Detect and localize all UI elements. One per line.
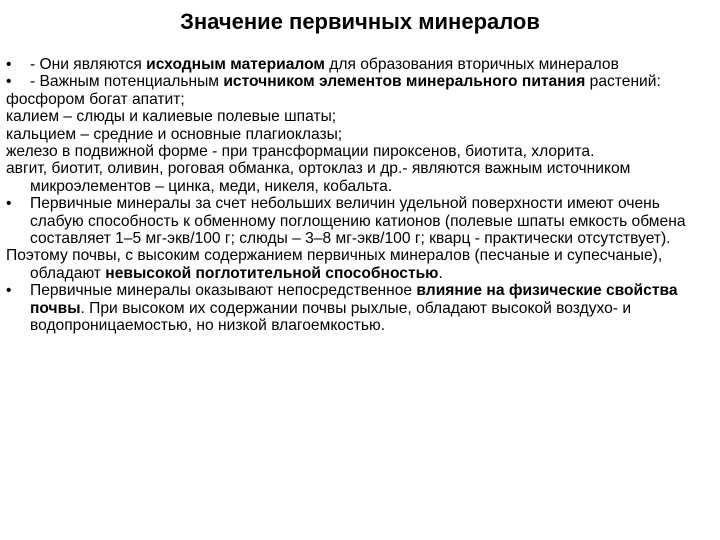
text-run: - Они являются xyxy=(30,56,147,73)
slide-body xyxy=(6,56,712,335)
text-line: фосфором богат апатит; xyxy=(6,90,185,108)
bullet-item xyxy=(6,73,712,90)
bullet-icon: • xyxy=(6,56,12,73)
bullet-item xyxy=(6,195,712,247)
text-run: . При высоком их содержании почвы рыхлые, обладают высокой воздухо- и водопроницаемостью, но низкой влагоемкостью. xyxy=(30,299,632,335)
text-run: растений: xyxy=(585,73,661,91)
text-run: для образования вторичных минералов xyxy=(324,56,619,73)
text-run: . xyxy=(438,264,443,282)
text-run: Первичные минералы за счет небольших величин удельной поверхности имеют очень слабую способность к обменному поглощению катионов (полевые шпаты емкость обмена составляет 1–5 мг-экв/100 г; слюды – 3–8 мг-экв/100 г; кварц - практически отсутствует). xyxy=(30,195,686,248)
text-run: - Важным потенциальным xyxy=(30,73,224,91)
text-line: кальцием – средние и основные плагиоклазы; xyxy=(6,125,343,143)
bullet-item xyxy=(6,282,712,334)
text-line: калием – слюды и калиевые полевые шпаты; xyxy=(6,108,337,126)
text-run: Поэтому почвы, с высоким содержанием первичных минералов (песчаные и супесчаные), обладают xyxy=(6,247,663,282)
text-run: Первичные минералы оказывают непосредственное xyxy=(30,282,417,300)
text-line: авгит, биотит, оливин, роговая обманка, ортоклаз и др.- являются важным источником микроэлементов – цинка, меди, никеля, кобальта. xyxy=(6,160,631,195)
bold-run: источником элементов минерального питания xyxy=(223,73,586,91)
bullet-item xyxy=(6,56,712,73)
text-line xyxy=(6,247,712,282)
bullet-icon: • xyxy=(6,282,12,300)
bold-run: исходным материалом xyxy=(146,56,325,73)
slide-title: Значение первичных минералов xyxy=(180,9,540,34)
bold-run: невысокой поглотительной способностью xyxy=(105,264,439,282)
bullet-icon: • xyxy=(6,195,12,213)
bold-run: влияние на физические свойства почвы xyxy=(30,282,678,317)
text-line: железо в подвижной форме - при трансформации пироксенов, биотита, хлорита. xyxy=(6,143,595,161)
bullet-icon: • xyxy=(6,73,12,91)
